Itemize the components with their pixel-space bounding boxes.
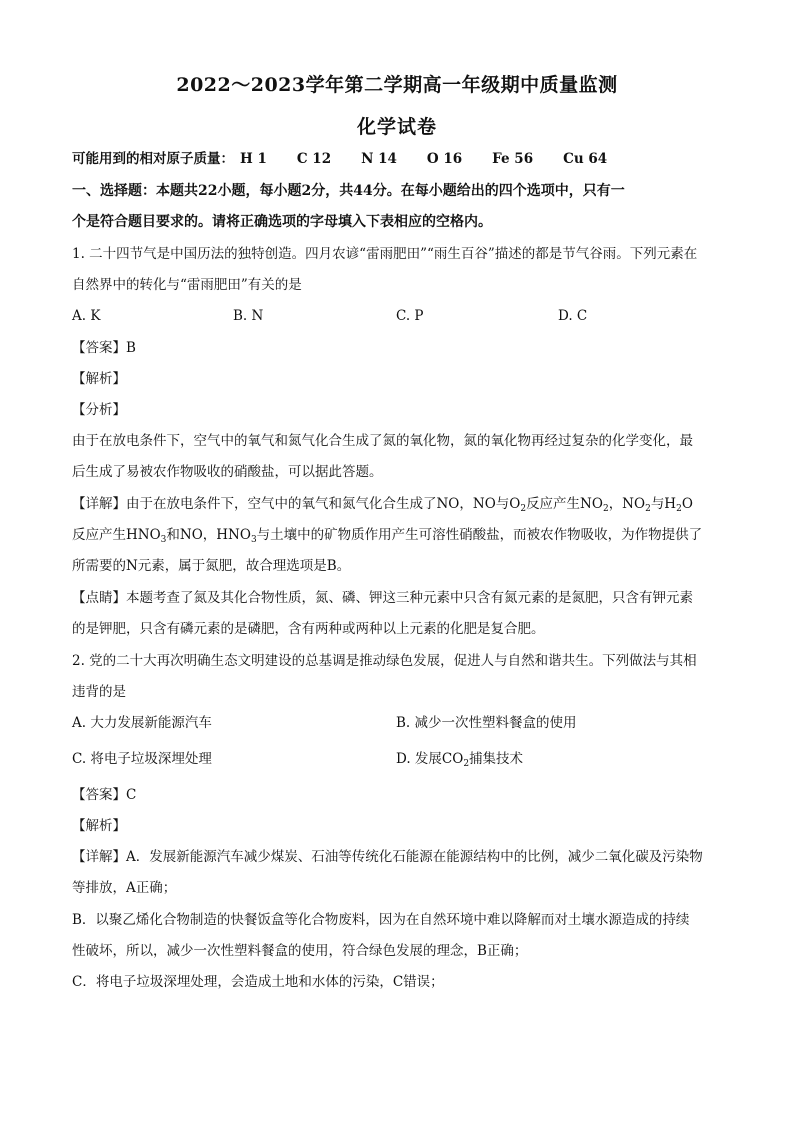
subscript: 3 — [250, 535, 257, 545]
section1-instruction-line1: 一、选择题：本题共22小题，每小题2分，共44分。在每小题给出的四个选项中，只有一 — [72, 183, 625, 199]
detail-text: ，NO — [608, 496, 646, 512]
mass-c: C 12 — [296, 151, 332, 167]
section1-instruction-line2: 个是符合题目要求的。请将正确选项的字母填入下表相应的空格内。 — [72, 214, 492, 230]
q1-fenxi-tag: 【分析】 — [72, 402, 126, 418]
answer-tag: 【答案】 — [72, 340, 126, 356]
option-text: 捕集技术 — [469, 751, 524, 767]
subscript: 3 — [160, 535, 167, 545]
comment-text: 本题考查了氮及其化合物性质，氮、磷、钾这三种元素中只含有氮元素的是氮肥，只含有钾元素 — [126, 590, 693, 606]
subscript: 2 — [463, 759, 470, 769]
q1-analysis-tag: 【解析】 — [72, 371, 126, 387]
option-text: D. 发展CO — [396, 751, 464, 767]
q1-option-a: A. K — [72, 308, 101, 324]
detail-text: A．发展新能源汽车减少煤炭、石油等传统化石能源在能源结构中的比例，减少二氧化碳及污染物 — [126, 849, 703, 865]
mass-h: H 1 — [240, 151, 267, 167]
q2-detail-b-line2: 性破坏，所以，减少一次性塑料餐盒的使用，符合绿色发展的理念，B正确； — [72, 943, 528, 959]
q1-detail-line1 — [72, 495, 724, 518]
q1-detail-line2 — [72, 526, 724, 549]
q1-fenxi-line2: 后生成了易被农作物吸收的硝酸盐，可以据此答题。 — [72, 464, 383, 480]
answer-value: C — [126, 787, 137, 803]
mass-o: O 16 — [426, 151, 463, 167]
mass-fe: Fe 56 — [492, 151, 534, 167]
q2-detail-a-line2: 等排放，A正确； — [72, 880, 177, 896]
detail-tag: 【详解】 — [72, 849, 126, 865]
q2-answer — [72, 786, 724, 804]
detail-text: 与H — [650, 496, 677, 512]
subscript: 2 — [645, 504, 651, 514]
comment-tag: 【点睛】 — [72, 590, 126, 606]
mass-n: N 14 — [361, 151, 397, 167]
detail-tag: 【详解】 — [72, 496, 126, 512]
q2-stem-line2: 违背的是 — [72, 684, 126, 700]
q2-option-d — [396, 750, 523, 773]
q2-stem-line1: 2. 党的二十大再次明确生态文明建设的总基调是推动绿色发展，促进人与自然和谐共生。下列做法与其相 — [72, 653, 697, 669]
detail-text: 反应产生NO — [526, 496, 603, 512]
q1-stem-line2: 自然界中的转化与“雷雨肥田”有关的是 — [72, 277, 302, 293]
q1-option-b: B. N — [233, 308, 264, 324]
q1-option-d: D. C — [558, 308, 588, 324]
detail-text: 与土壤中的矿物质作用产生可溶性硝酸盐，而被农作物吸收，为作物提供了 — [256, 527, 703, 543]
q2-option-a: A. 大力发展新能源汽车 — [72, 715, 212, 731]
exam-subtitle: 化学试卷 — [356, 116, 437, 138]
q1-option-c: C. P — [396, 308, 424, 324]
q2-detail-a-line1 — [72, 848, 724, 866]
subscript: 2 — [520, 504, 527, 514]
atomic-mass-line — [72, 150, 724, 168]
q2-option-c: C. 将电子垃圾深埋处理 — [72, 751, 212, 767]
q2-detail-b-line1: B．以聚乙烯化合物制造的快餐饭盒等化合物废料，因为在自然环境中难以降解而对土壤水源造成的持续 — [72, 912, 690, 928]
subscript: 2 — [676, 504, 682, 514]
q1-stem-line1: 1. 二十四节气是中国历法的独特创造。四月农谚“雷雨肥田”“雨生百谷”描述的都是节气谷雨。下列元素在 — [72, 246, 698, 262]
q2-detail-c: C．将电子垃圾深埋处理，会造成土地和水体的污染，C错误； — [72, 974, 444, 990]
mass-cu: Cu 64 — [563, 151, 608, 167]
detail-text: 和NO，HNO — [166, 527, 251, 543]
exam-title: 2022～2023学年第二学期高一年级期中质量监测 — [176, 74, 618, 96]
q2-option-b: B. 减少一次性塑料餐盒的使用 — [396, 715, 577, 731]
q2-analysis-tag: 【解析】 — [72, 818, 126, 834]
q1-answer — [72, 339, 724, 357]
q1-fenxi-line1: 由于在放电条件下，空气中的氧气和氮气化合生成了氮的氧化物，氮的氧化物再经过复杂的化学变化，最 — [72, 433, 693, 449]
detail-text: 反应产生HNO — [72, 527, 161, 543]
answer-value: B — [126, 340, 136, 356]
q1-comment-line2: 的是钾肥，只含有磷元素的是磷肥，含有两种或两种以上元素的化肥是复合肥。 — [72, 621, 545, 637]
answer-tag: 【答案】 — [72, 787, 126, 803]
atomic-mass-label: 可能用到的相对原子质量： — [72, 151, 234, 167]
detail-text: O — [681, 496, 693, 512]
subscript: 2 — [602, 504, 609, 514]
q1-detail-line3: 所需要的N元素，属于氮肥，故合理选项是B。 — [72, 558, 351, 574]
q1-comment-line1 — [72, 589, 724, 607]
detail-text: 由于在放电条件下，空气中的氧气和氮气化合生成了NO，NO与O — [126, 496, 521, 512]
